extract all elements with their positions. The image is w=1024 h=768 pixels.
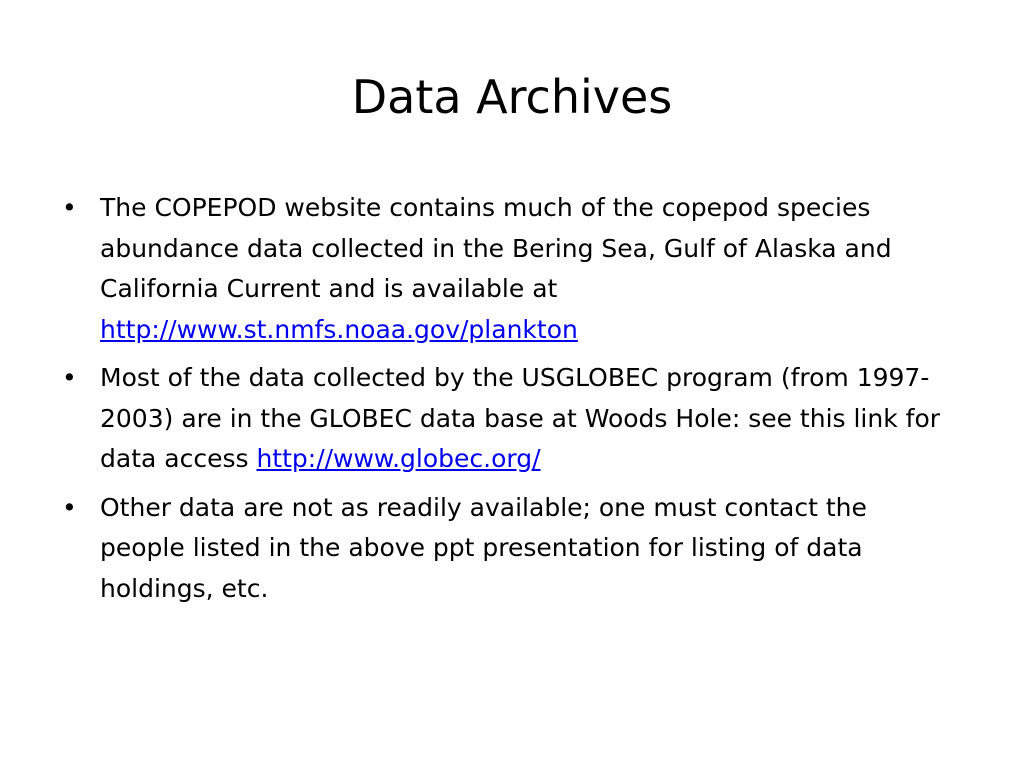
bullet-text-globec: Most of the data collected by the USGLOBEC program (from 1997-2003) are in the GLOBEC data base at Woods Hole: see this link for data access	[100, 363, 941, 473]
bullet-list	[58, 188, 958, 617]
bullet-dot-icon: •	[62, 492, 77, 522]
bullet-item-other-data	[58, 488, 958, 610]
bullet-dot-icon: •	[62, 193, 77, 222]
globec-link[interactable]: http://www.globec.org/	[256, 444, 541, 473]
bullet-text-other-data: Other data are not as readily available; one must contact the people listed in the above ppt presentation for listing of data holdings, etc.	[100, 492, 867, 603]
bullet-text-copepod: The COPEPOD website contains much of the copepod species abundance data collected in the Bering Sea, Gulf of Alaska and California Current and is available at	[100, 193, 892, 303]
bullet-item-globec	[58, 358, 958, 480]
bullet-item-copepod	[58, 188, 958, 350]
bullet-dot-icon: •	[62, 363, 77, 392]
slide-title: Data Archives	[351, 70, 673, 124]
copepod-link[interactable]: http://www.st.nmfs.noaa.gov/plankton	[100, 314, 578, 344]
